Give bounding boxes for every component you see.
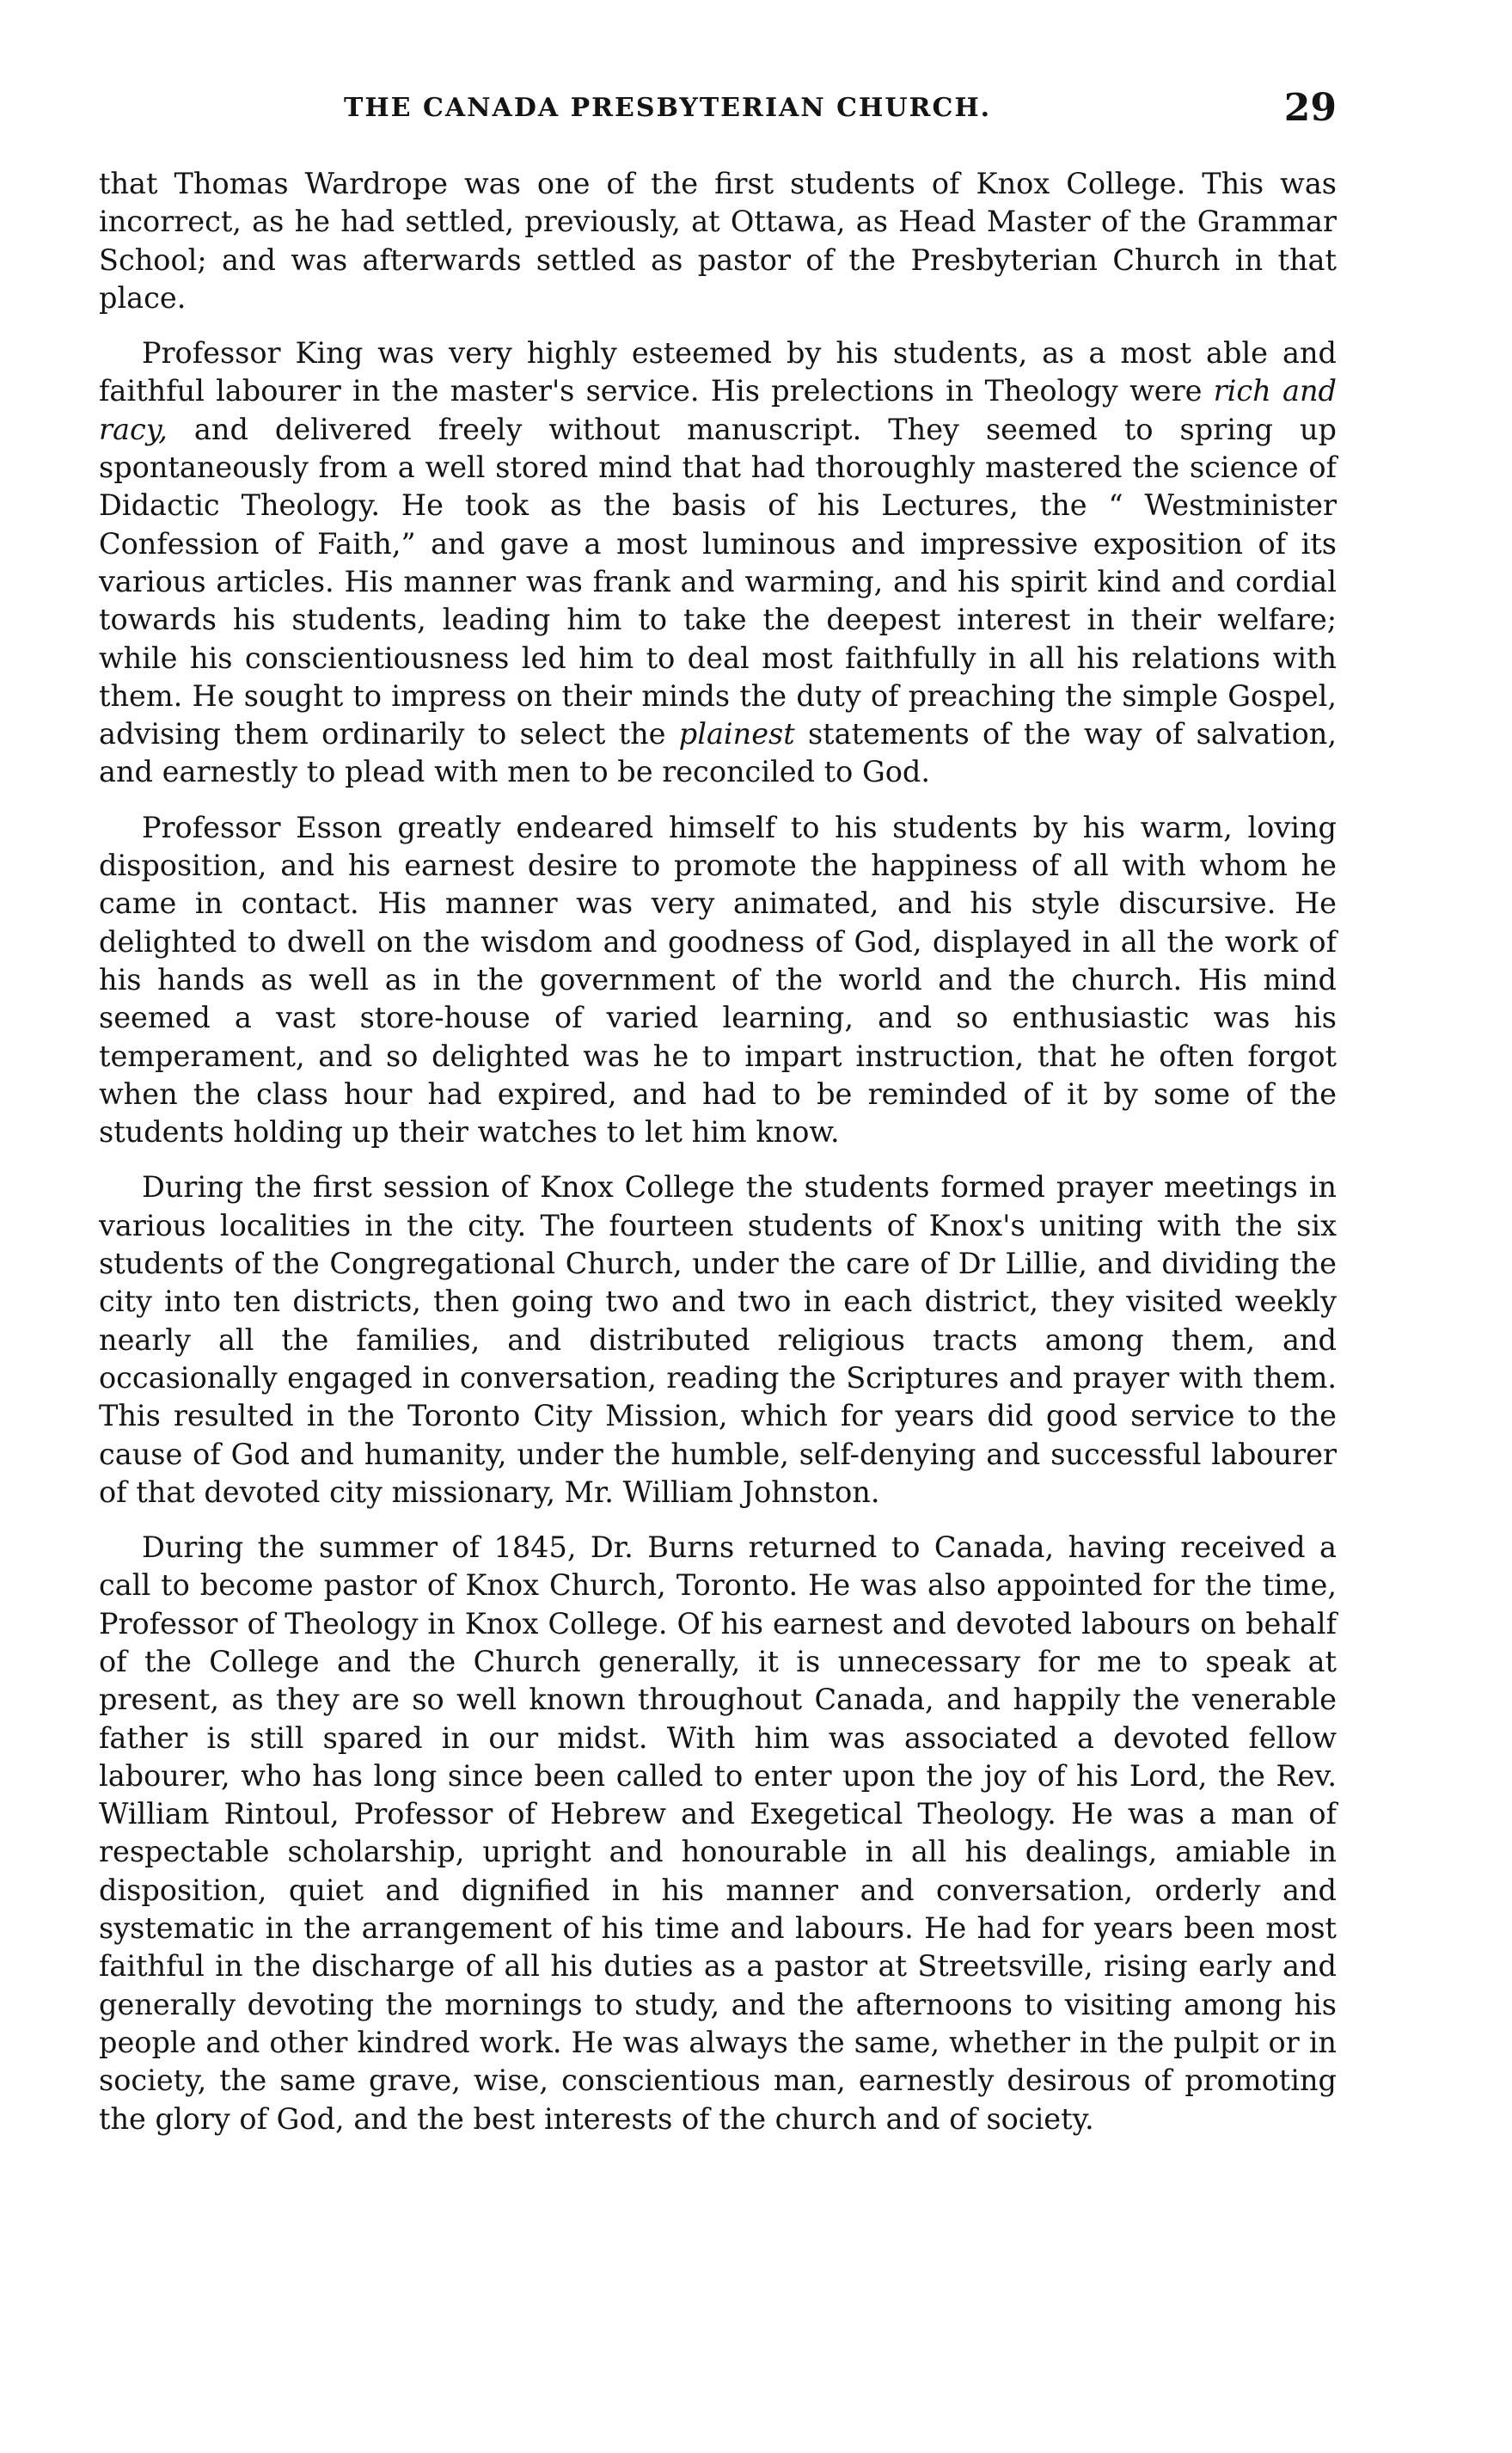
paragraph-2-italic-1: rich and racy,: [99, 374, 1337, 446]
running-title: THE CANADA PRESBYTERIAN CHURCH.: [344, 93, 992, 123]
paragraph-2-part-2: and delivered freely without manuscript. They seemed to spring up spontaneously from a well stored mind that had thoroughly mastered the science of Didactic Theology. He took as the basis of his Lectures, the “ Westminister Confession of Faith,” and gave a most luminous and impressive exposition of its various articles. His manner was frank and warming, and his spirit kind and cordial towards his students, leading him to take the deepest interest in their welfare; while his conscientiousness led him to deal most faithfully in all his relations with them. He sought to impress on their minds the duty of preaching the simple Gospel, advising them ordinarily to select the: [99, 412, 1337, 751]
running-header: [99, 86, 1337, 138]
paragraph-2-part-1: Professor King was very highly esteemed by his students, as a most able and faithful labourer in the master's service. His prelections in Theology were: [99, 336, 1337, 408]
page-number: 29: [1283, 86, 1337, 130]
paragraph-2: [99, 334, 1337, 792]
body-text: [99, 165, 1337, 2156]
paragraph-2-italic-2: plainest: [678, 717, 795, 751]
paragraph-3: Professor Esson greatly endeared himself to his students by his warm, loving disposition, and his earnest desire to promote the happiness of all with whom he came in contact. His manner was very animated, and his style discursive. He delighted to dwell on the wisdom and goodness of God, displayed in all the work of his hands as well as in the government of the world and the church. His mind seemed a vast store-house of varied learning, and so enthusiastic was his temperament, and so delighted was he to impart instruction, that he often forgot when the class hour had expired, and had to be reminded of it by some of the students holding up their watches to let him know.: [99, 810, 1337, 1150]
paragraph-2-part-3: statements of the way of salvation, and earnestly to plead with men to be reconciled to God.: [99, 717, 1337, 789]
paragraph-1: that Thomas Wardrope was one of the first students of Knox College. This was incorrect, as he had settled, previously, at Ottawa, as Head Master of the Grammar School; and was afterwards settled as pastor of the Presbyterian Church in that place.: [99, 167, 1337, 315]
paragraph-5: During the summer of 1845, Dr. Burns returned to Canada, having received a call to become pastor of Knox Church, Toronto. He was also appointed for the time, Professor of Theology in Knox College. Of his earnest and devoted labours on behalf of the College and the Church generally, it is unnecessary for me to speak at present, as they are so well known throughout Canada, and happily the venerable father is still spared in our midst. With him was associated a devoted fellow labourer, who has long since been called to enter upon the joy of his Lord, the Rev. William Rintoul, Professor of Hebrew and Exegetical Theology. He was a man of respectable scholarship, upright and honourable in all his dealings, amiable in disposition, quiet and dignified in his manner and conversation, orderly and systematic in the arrangement of his time and labours. He had for years been most faithful in the discharge of all his duties as a pastor at Streetsville, rising early and generally devoting the mornings to study, and the afternoons to visiting among his people and other kindred work. He was always the same, whether in the pulpit or in society, the same grave, wise, conscientious man, earnestly desirous of promoting the glory of God, and the best interests of the church and of society.: [99, 1530, 1337, 2136]
paragraph-4: During the first session of Knox College the students formed prayer meetings in various localities in the city. The fourteen students of Knox's uniting with the six students of the Congregational Church, under the care of Dr Lillie, and dividing the city into ten districts, then going two and two in each district, they visited weekly nearly all the families, and distributed religious tracts among them, and occasionally engaged in conversation, reading the Scriptures and prayer with them. This resulted in the Toronto City Mission, which for years did good service to the cause of God and humanity, under the humble, self-denying and successful labourer of that devoted city missionary, Mr. William Johnston.: [99, 1170, 1337, 1509]
